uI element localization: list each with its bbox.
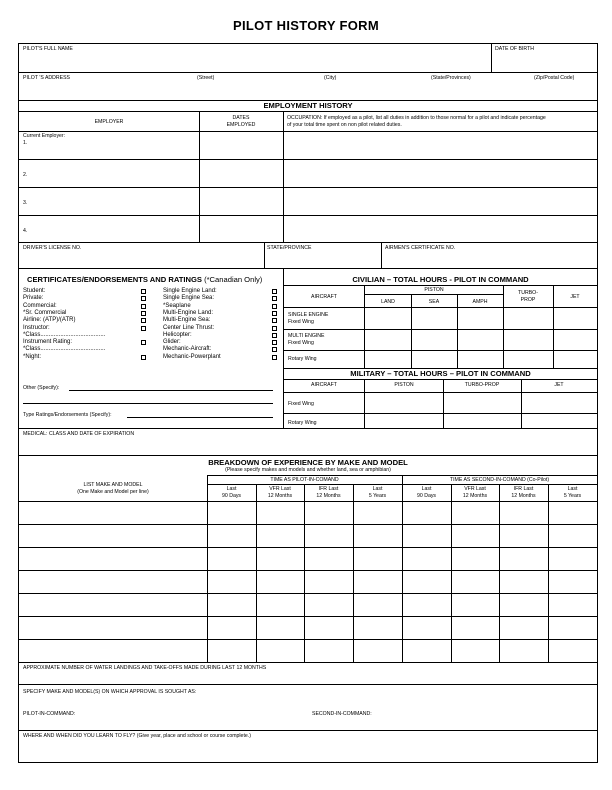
hours-cell-r2-c8[interactable] [549,525,597,547]
military-fixed-label: Fixed Wing [288,401,314,407]
period-header-7-line2: 5 Years [563,493,582,499]
cert-right-label-4: Multi-Engine Sea: [163,317,211,324]
pilot-history-form [18,43,598,763]
hours-cell-r4-c5[interactable] [403,571,451,593]
military-rotary-label: Rotary Wing [288,420,317,426]
breakdown-heading: BREAKDOWN OF EXPERIENCE BY MAKE AND MODEL [208,458,408,467]
military-piston-header: PISTON [394,382,414,388]
civilian-land-header: LAND [381,299,395,305]
period-header-4-line2: 90 Days [416,493,437,499]
employment-row-4[interactable] [19,216,597,242]
water-landings-field[interactable] [19,663,597,684]
hours-cell-r5-c3[interactable] [305,594,353,616]
hours-cell-r4-c2[interactable] [257,571,304,593]
hours-cell-r4-c8[interactable] [549,571,597,593]
sic-approval-field[interactable] [385,706,595,720]
learn-to-fly-label: WHERE AND WHEN DID YOU LEARN TO FLY? (Give year, place and school or course complete.) [23,733,251,739]
water-landings-label: APPROXIMATE NUMBER OF WATER LANDINGS AND TAKE-OFFS MADE DURING LAST 12 MONTHS [23,665,267,671]
period-header-7-line1: Last [567,486,578,492]
pic-approval-field[interactable] [89,706,299,720]
period-header-4-line1: Last [421,486,432,492]
hours-cell-r3-c2[interactable] [257,548,304,570]
hours-cell-r1-c6[interactable] [452,502,499,524]
employment-row-4-number: 4. [23,228,28,234]
cert-left-label-8: *Class....................................... [23,346,106,353]
make-model-input-2[interactable] [19,525,206,547]
dates-col-header-line1: DATES [232,115,250,121]
employment-row-2[interactable] [19,160,597,187]
hours-cell-r5-c8[interactable] [549,594,597,616]
occupation-col-header-line2: of your total time spent on non pilot related duties. [287,122,402,128]
civilian-rotary-jet-cell[interactable] [554,351,597,368]
hours-cell-r4-c7[interactable] [500,571,548,593]
hours-cell-r7-c8[interactable] [549,640,597,662]
civilian-single-engine-label: SINGLE ENGINE [288,312,329,318]
employer-col-header: EMPLOYER [94,119,124,125]
period-header-0-line2: 90 Days [221,493,242,499]
other-specify-line-2[interactable] [23,403,273,404]
employment-row-1[interactable] [19,132,597,159]
cert-right-label-2: *Seaplane [163,302,191,309]
airmen-certificate-field[interactable] [382,243,597,268]
list-make-model-header-line2: (One Make and Model per line) [77,489,149,495]
type-ratings-field[interactable] [127,417,273,418]
cert-right-checkbox-9[interactable] [272,355,277,360]
civilian-multi-jet-cell[interactable] [554,330,597,350]
cert-right-label-0: Single Engine Land: [163,288,217,294]
civilian-multi-sea-cell[interactable] [412,330,457,350]
street-label: (Street) [197,75,215,81]
page-title: PILOT HISTORY FORM [232,18,379,33]
cert-left-label-0: Student: [23,288,46,294]
address-label: PILOT 'S ADDRESS [23,75,71,81]
cert-left-checkbox-5[interactable] [141,326,146,331]
cert-right-checkbox-6[interactable] [272,333,277,338]
civilian-single-turboprop-cell[interactable] [504,308,553,329]
civilian-heading: CIVILIAN – TOTAL HOURS - PILOT IN COMMAND [352,275,529,284]
civilian-single-amph-cell[interactable] [458,308,503,329]
current-employer-label: Current Employer: [23,133,66,139]
civilian-piston-header: PISTON [424,287,444,293]
civilian-turboprop-header-line1: TURBO- [518,290,538,296]
medical-label: MEDICAL: CLASS AND DATE OF EXPIRATION [23,431,135,437]
hours-cell-r5-c4[interactable] [354,594,402,616]
civilian-multi-turboprop-cell[interactable] [504,330,553,350]
military-heading: MILITARY – TOTAL HOURS – PILOT IN COMMAND [350,369,531,378]
zip-label: (Zip/Postal Code) [534,75,575,81]
hours-cell-r6-c8[interactable] [549,617,597,639]
hours-cell-r5-c7[interactable] [500,594,548,616]
hours-cell-r7-c4[interactable] [354,640,402,662]
pic-approval-label: PILOT-IN-COMMAND: [23,711,76,717]
cert-right-checkbox-0[interactable] [272,289,277,294]
hours-cell-r6-c1[interactable] [208,617,256,639]
hours-cell-r1-c5[interactable] [403,502,451,524]
other-specify-label: Other (Specify): [23,385,60,391]
dates-col-header-line2: EMPLOYED [226,122,256,128]
hours-cell-r7-c5[interactable] [403,640,451,662]
civilian-single-land-cell[interactable] [366,308,411,329]
make-model-input-5[interactable] [19,594,206,616]
period-header-1-line2: 12 Months [267,493,293,499]
hours-cell-r5-c6[interactable] [452,594,499,616]
cert-right-checkbox-4[interactable] [272,318,277,323]
military-aircraft-header: AIRCRAFT [311,382,337,388]
employment-row-1-number: 1. [23,140,28,146]
hours-cell-r6-c2[interactable] [257,617,304,639]
civilian-rotary-label: Rotary Wing [288,356,317,362]
civilian-multi-amph-cell[interactable] [458,330,503,350]
address-field[interactable] [19,73,597,100]
hours-cell-r3-c8[interactable] [549,548,597,570]
make-model-input-1[interactable] [19,502,206,524]
dob-field[interactable] [492,44,598,72]
hours-cell-r4-c3[interactable] [305,571,353,593]
period-header-6-line2: 12 Months [511,493,536,499]
list-make-model-header-line1: LIST MAKE AND MODEL [83,482,143,488]
hours-cell-r2-c3[interactable] [305,525,353,547]
approval-label: SPECIFY MAKE AND MODEL(S) ON WHICH APPROVAL IS SOUGHT AS: [23,689,197,695]
cert-left-label-6: *Class....................................... [23,331,106,338]
drivers-license-label: DRIVER'S LICENSE NO. [23,245,82,251]
cert-left-checkbox-2[interactable] [141,304,146,309]
civilian-turboprop-header-line2: PROP [520,297,536,303]
hours-cell-r1-c7[interactable] [500,502,548,524]
full-name-field[interactable] [19,44,491,72]
employment-row-3[interactable] [19,188,597,215]
cert-right-label-1: Single Engine Sea: [163,295,215,302]
period-header-0-line1: Last [226,486,237,492]
hours-cell-r4-c6[interactable] [452,571,499,593]
drivers-license-field[interactable] [19,243,264,268]
employment-row-3-number: 3. [23,200,28,206]
civilian-multi-engine-label: MULTI ENGINE [288,333,325,339]
hours-cell-r1-c8[interactable] [549,502,597,524]
period-header-5-line1: VFR Last [464,486,486,492]
certificates-heading: CERTIFICATES/ENDORSEMENTS AND RATINGS (*Canadian Only) [27,275,263,284]
pic-time-header: TIME AS PILOT-IN-COMAND [270,477,339,483]
hours-cell-r7-c7[interactable] [500,640,548,662]
military-turboprop-header: TURBO-PROP [464,382,500,388]
medical-field[interactable] [19,429,597,455]
period-header-3-line2: 5 Years [368,493,387,499]
hours-cell-r4-c1[interactable] [208,571,256,593]
state-province-field[interactable] [265,243,381,268]
state-label: (State/Provinces) [431,75,471,81]
civilian-multi-land-cell[interactable] [366,330,411,350]
sic-time-header: TIME AS SECOND-IN-COMAND (Co-Pilot) [449,477,550,483]
state-province-label: STATE/PROVINCE [267,245,312,251]
other-specify-field[interactable] [69,390,273,391]
cert-left-label-9: *Night: [23,353,42,360]
employment-row-2-number: 2. [23,172,28,178]
cert-right-label-9: Mechanic-Powerplant [163,353,221,360]
civilian-rotary-sea-cell[interactable] [412,351,457,368]
make-model-input-7[interactable] [19,640,206,662]
make-model-input-6[interactable] [19,617,206,639]
cert-left-checkbox-4[interactable] [141,318,146,323]
military-fixed-turboprop-cell[interactable] [444,393,521,413]
sic-approval-label: SECOND-IN-COMMAND: [312,711,372,717]
cert-right-checkbox-1[interactable] [272,296,277,301]
hours-cell-r4-c4[interactable] [354,571,402,593]
hours-cell-r6-c4[interactable] [354,617,402,639]
employment-heading: EMPLOYMENT HISTORY [263,101,353,110]
cert-left-checkbox-0[interactable] [141,289,146,294]
hours-cell-r7-c6[interactable] [452,640,499,662]
cert-right-checkbox-8[interactable] [272,347,277,352]
full-name-label: PILOT'S FULL NAME [23,46,73,52]
dob-label: DATE OF BIRTH [495,46,535,52]
hours-cell-r7-c1[interactable] [208,640,256,662]
hours-cell-r7-c3[interactable] [305,640,353,662]
military-jet-header: JET [554,382,564,388]
hours-cell-r2-c1[interactable] [208,525,256,547]
military-rotary-turboprop-cell[interactable] [444,414,521,428]
hours-cell-r2-c7[interactable] [500,525,548,547]
cert-right-label-8: Mechanic-Aircraft: [163,346,212,353]
civilian-multi-fixed-label: Fixed Wing [288,340,314,346]
civilian-rotary-land-cell[interactable] [366,351,411,368]
hours-cell-r2-c2[interactable] [257,525,304,547]
cert-left-label-2: Commercial: [23,302,57,309]
military-fixed-jet-cell[interactable] [522,393,597,413]
period-header-2-line1: IFR Last [318,486,339,492]
civilian-aircraft-header: AIRCRAFT [311,294,337,300]
civilian-amph-header: AMPH [472,299,488,305]
period-header-1-line1: VFR Last [269,486,291,492]
hours-cell-r6-c7[interactable] [500,617,548,639]
civilian-single-fixed-label: Fixed Wing [288,319,314,325]
cert-left-label-4: Airline: (ATP)/(ATR) [23,317,76,324]
cert-right-label-3: Multi-Engine Land: [163,309,214,316]
city-label: (City) [324,75,337,81]
military-fixed-piston-cell[interactable] [365,393,443,413]
cert-left-label-5: Instructor: [23,324,50,331]
civilian-rotary-turboprop-cell[interactable] [504,351,553,368]
civilian-rotary-amph-cell[interactable] [458,351,503,368]
hours-cell-r3-c5[interactable] [403,548,451,570]
civilian-single-sea-cell[interactable] [412,308,457,329]
hours-cell-r5-c2[interactable] [257,594,304,616]
hours-cell-r7-c2[interactable] [257,640,304,662]
civilian-jet-header: JET [570,294,580,300]
cert-left-label-3: *Sr. Commercial [23,309,67,316]
cert-left-checkbox-3[interactable] [141,311,146,316]
type-ratings-label: Type Ratings/Endorsements (Specify): [23,412,112,418]
period-header-3-line1: Last [372,486,383,492]
make-model-input-4[interactable] [19,571,206,593]
breakdown-subheading: (Please specify makes and models and whether land, sea or amphibian) [225,467,391,473]
cert-right-label-7: Glider: [163,339,181,346]
cert-left-label-1: Private: [23,295,44,302]
cert-right-label-6: Helicopter: [163,331,192,338]
learn-to-fly-field[interactable] [19,731,597,762]
make-model-input-3[interactable] [19,548,206,570]
cert-left-label-7: Instrument Rating: [23,339,73,346]
hours-cell-r3-c1[interactable] [208,548,256,570]
period-header-2-line2: 12 Months [316,493,341,499]
cert-left-checkbox-1[interactable] [141,296,146,301]
hours-cell-r6-c3[interactable] [305,617,353,639]
cert-right-checkbox-5[interactable] [272,326,277,331]
hours-cell-r5-c1[interactable] [208,594,256,616]
period-header-6-line1: IFR Last [513,486,534,492]
cert-left-checkbox-7[interactable] [141,340,146,345]
hours-cell-r2-c4[interactable] [354,525,402,547]
period-header-5-line2: 12 Months [462,493,488,499]
hours-cell-r3-c3[interactable] [305,548,353,570]
civilian-sea-header: SEA [428,299,440,305]
hours-cell-r3-c6[interactable] [452,548,499,570]
hours-cell-r6-c6[interactable] [452,617,499,639]
hours-cell-r3-c4[interactable] [354,548,402,570]
hours-cell-r2-c5[interactable] [403,525,451,547]
airmen-certificate-label: AIRMEN'S CERTIFICATE NO. [385,245,456,251]
cert-right-checkbox-3[interactable] [272,311,277,316]
hours-cell-r3-c7[interactable] [500,548,548,570]
occupation-col-header-line1: OCCUPATION: If employed as a pilot, list all duties in addition to those normal for a pilot and indicate percentage [287,115,546,121]
hours-cell-r1-c1[interactable] [208,502,256,524]
cert-right-checkbox-2[interactable] [272,304,277,309]
military-rotary-piston-cell[interactable] [365,414,443,428]
hours-cell-r1-c3[interactable] [305,502,353,524]
hours-cell-r2-c6[interactable] [452,525,499,547]
military-rotary-jet-cell[interactable] [522,414,597,428]
hours-cell-r6-c5[interactable] [403,617,451,639]
hours-cell-r1-c2[interactable] [257,502,304,524]
cert-right-checkbox-7[interactable] [272,340,277,345]
cert-left-checkbox-9[interactable] [141,355,146,360]
hours-cell-r5-c5[interactable] [403,594,451,616]
cert-right-label-5: Center Line Thrust: [163,324,215,331]
hours-cell-r1-c4[interactable] [354,502,402,524]
civilian-single-jet-cell[interactable] [554,308,597,329]
